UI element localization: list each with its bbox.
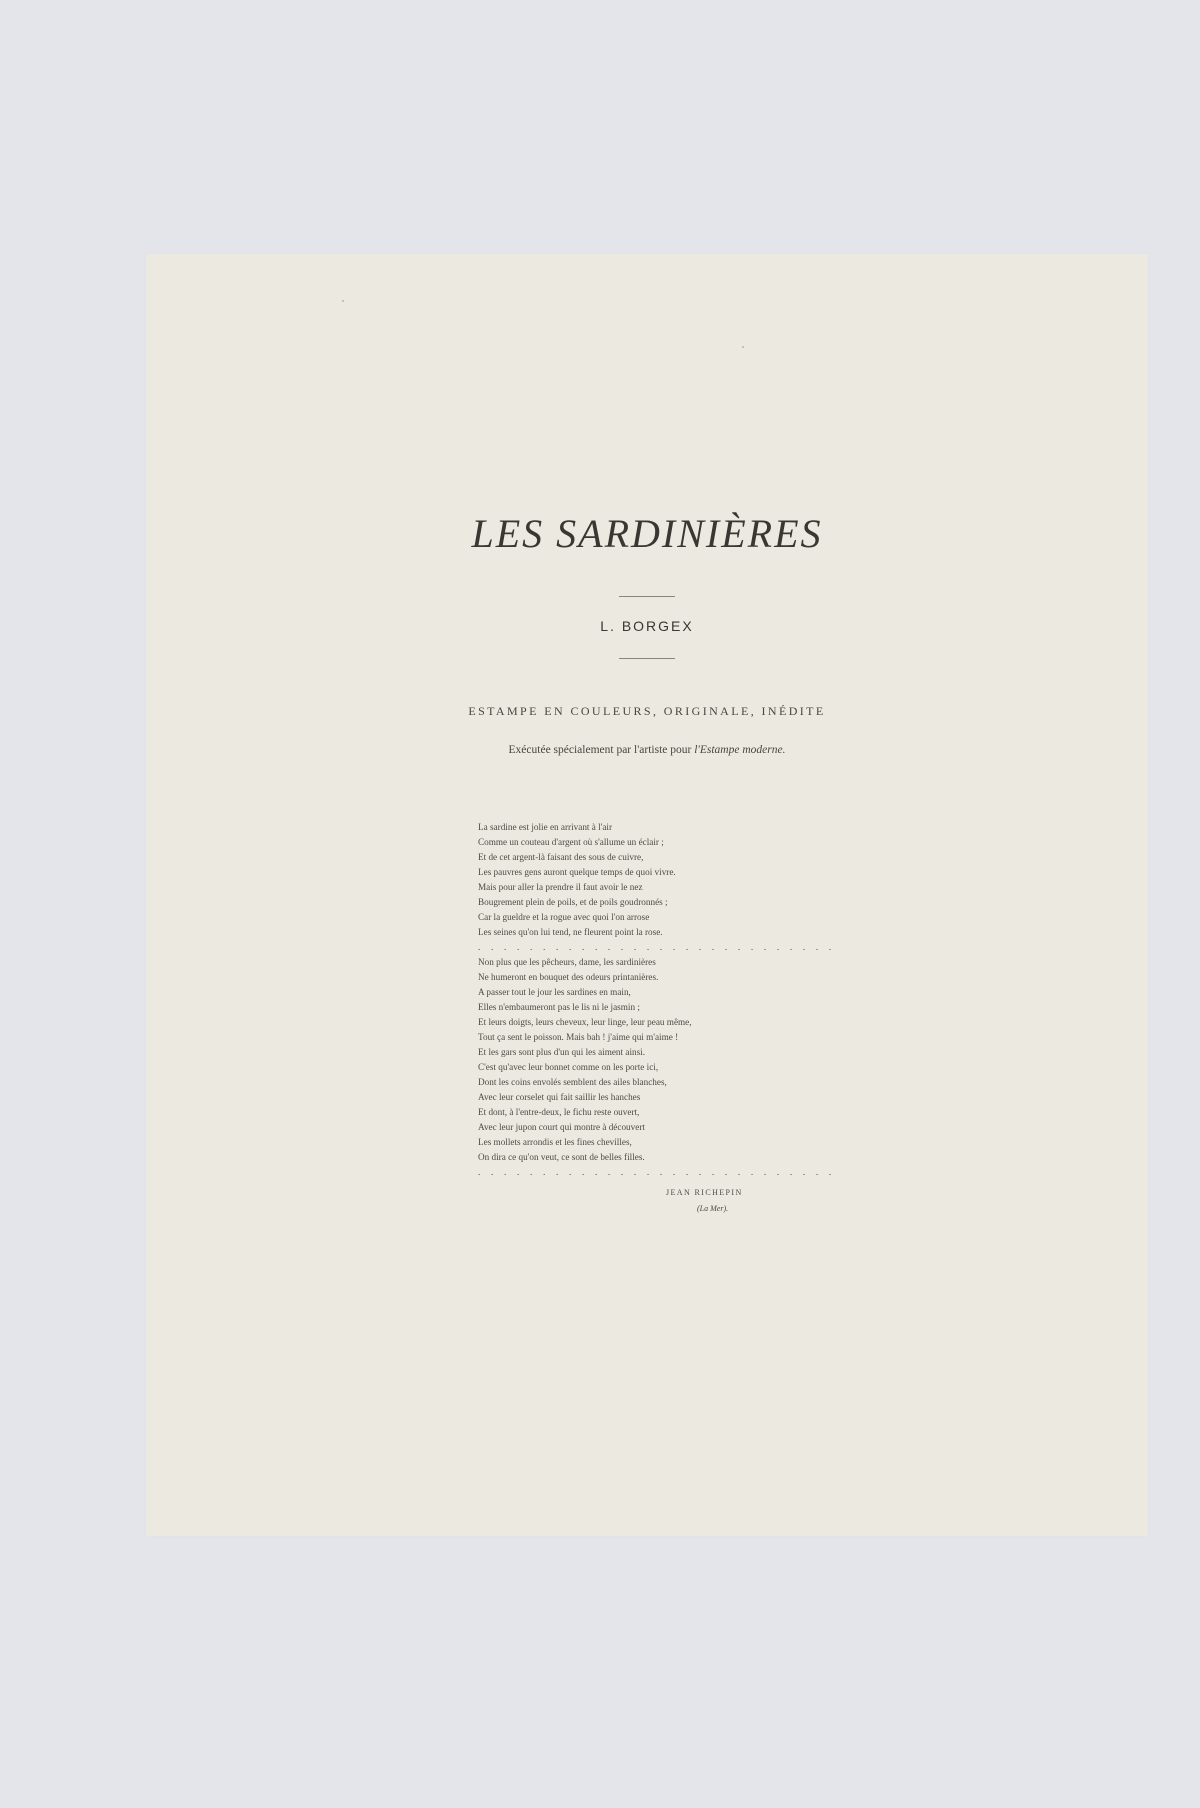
poem-line: C'est qu'avec leur bonnet comme on les porte ici,	[478, 1062, 659, 1072]
poem-ellipsis: . . . . . . . . . . . . . . . . . . . . . . . . . . . .	[478, 942, 836, 952]
poem-line: Les pauvres gens auront quelque temps de quoi vivre.	[478, 867, 676, 877]
poem-line: Et de cet argent-là faisant des sous de cuivre,	[478, 852, 644, 862]
poem-line: Tout ça sent le poisson. Mais bah ! j'aime qui m'aime !	[478, 1032, 679, 1042]
poem-author: JEAN RICHEPIN	[666, 1188, 743, 1197]
poem-line: Et dont, à l'entre-deux, le fichu reste ouvert,	[478, 1107, 640, 1117]
poem-line: Car la gueldre et la rogue avec quoi l'on arrose	[478, 912, 650, 922]
poem-stanza-2	[478, 955, 778, 1165]
poem-line: Avec leur corselet qui fait saillir les hanches	[478, 1092, 641, 1102]
poem-line: Avec leur jupon court qui montre à découvert	[478, 1122, 645, 1132]
poem-line: Ne humeront en bouquet des odeurs printanières.	[478, 972, 659, 982]
poem-line: Dont les coins envolés semblent des ailes blanches,	[478, 1077, 667, 1087]
printed-sheet	[146, 254, 1148, 1536]
publication-note-text: Exécutée spécialement par l'artiste pour	[508, 744, 695, 756]
poem	[478, 820, 836, 1180]
publication-note	[146, 744, 1148, 756]
poem-stanza-1	[478, 820, 778, 940]
poem-line: Et les gars sont plus d'un qui les aiment ainsi.	[478, 1047, 646, 1057]
poem-line: Et leurs doigts, leurs cheveux, leur linge, leur peau même,	[478, 1017, 692, 1027]
paper-speck	[342, 300, 344, 302]
poem-line: Elles n'embaumeront pas le lis ni le jasmin ;	[478, 1002, 640, 1012]
poem-line: On dira ce qu'on veut, ce sont de belles filles.	[478, 1152, 645, 1162]
poem-line: Les mollets arrondis et les fines chevilles,	[478, 1137, 632, 1147]
poem-line: La sardine est jolie en arrivant à l'air	[478, 822, 613, 832]
poem-line: A passer tout le jour les sardines en main,	[478, 987, 631, 997]
print-description: ESTAMPE EN COULEURS, ORIGINALE, INÉDITE	[468, 704, 826, 718]
ornamental-rule-bottom	[619, 658, 675, 659]
publication-title: l'Estampe moderne.	[694, 744, 786, 756]
poem-line: Les seines qu'on lui tend, ne fleurent point la rose.	[478, 927, 663, 937]
poem-line: Non plus que les pêcheurs, dame, les sardinières	[478, 957, 656, 967]
poem-source: (La Mer).	[697, 1204, 729, 1213]
artist-name: L. BORGEX	[600, 618, 694, 634]
paper-speck	[742, 346, 744, 348]
document-title: LES SARDINIÈRES	[471, 511, 823, 556]
ornamental-rule-top	[619, 596, 675, 597]
poem-ellipsis-end: . . . . . . . . . . . . . . . . . . . . . . . . . . . .	[478, 1167, 836, 1177]
poem-line: Bougrement plein de poils, et de poils goudronnés ;	[478, 897, 668, 907]
poem-line: Comme un couteau d'argent où s'allume un éclair ;	[478, 837, 664, 847]
poem-line: Mais pour aller la prendre il faut avoir le nez	[478, 882, 643, 892]
